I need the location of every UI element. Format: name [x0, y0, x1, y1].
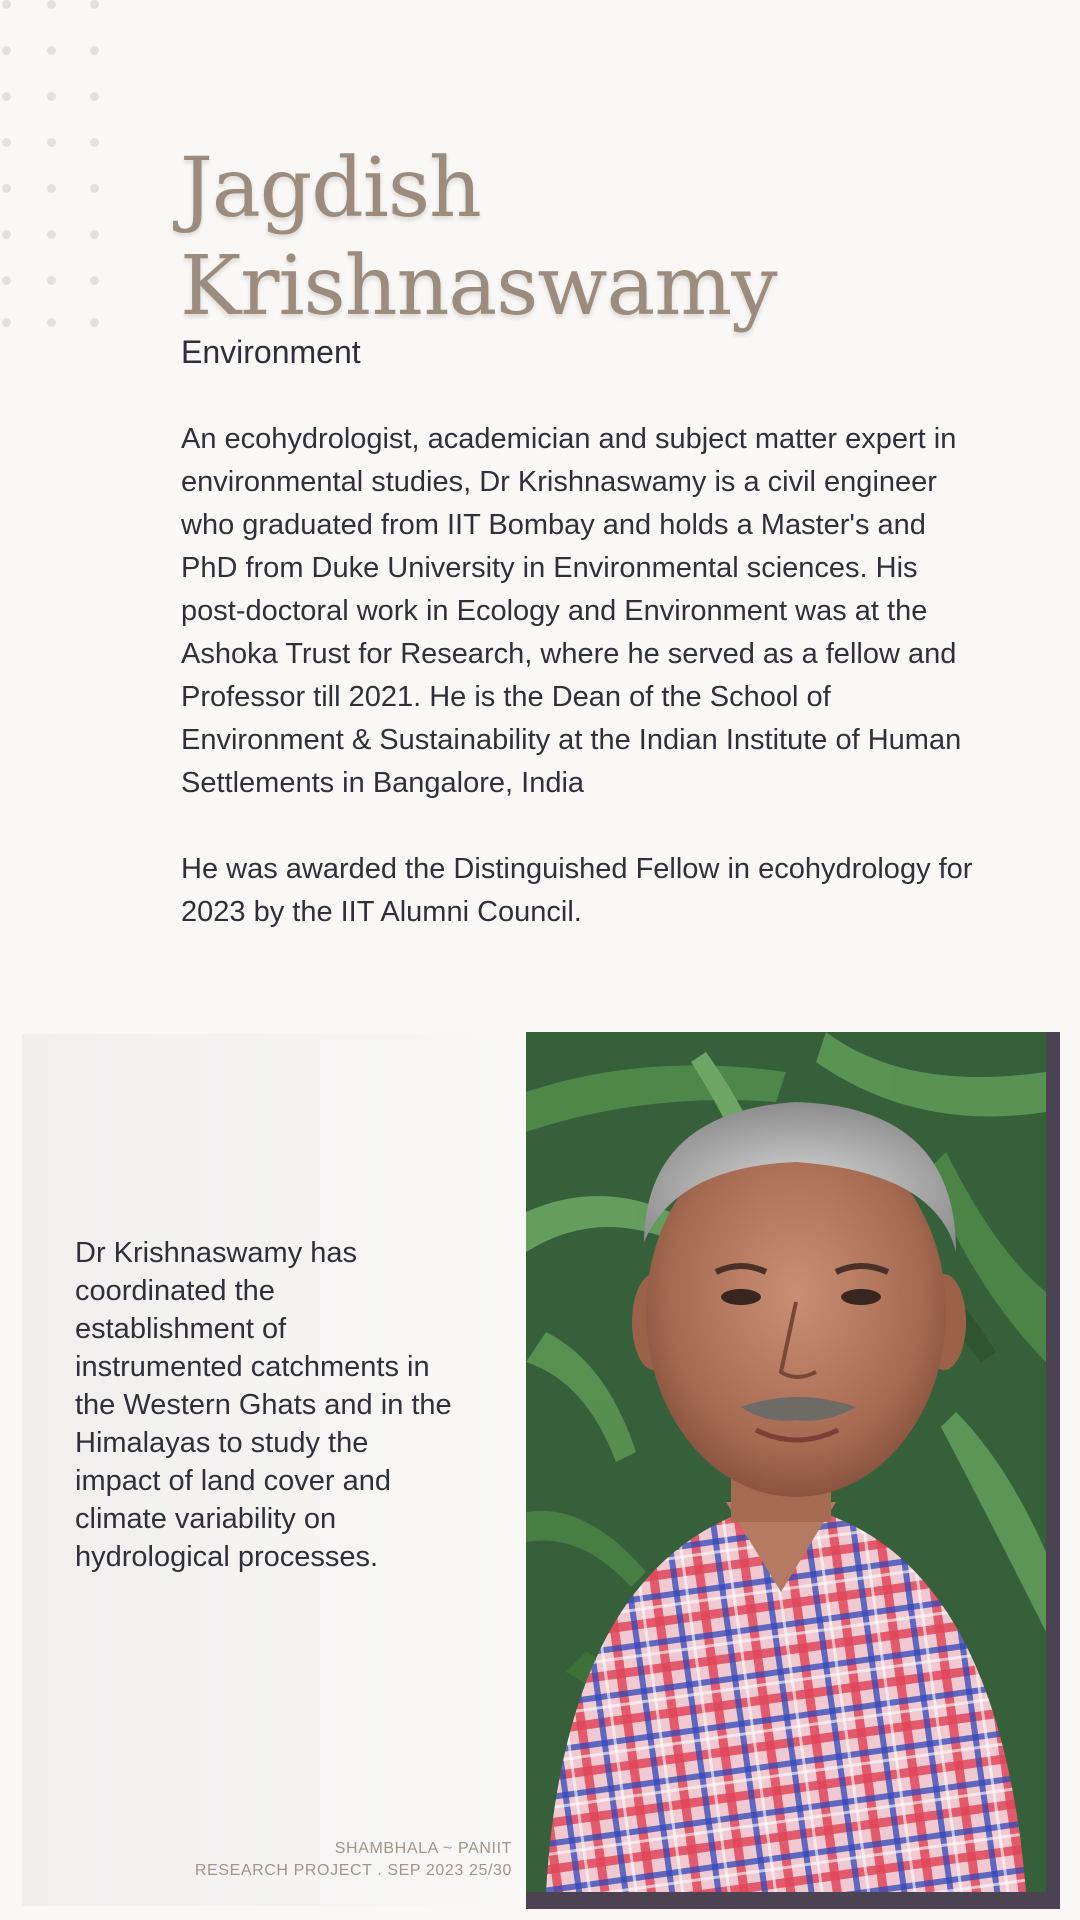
page-footer	[22, 1838, 512, 1882]
bio-paragraph-2: He was awarded the Distinguished Fellow in ecohydrology for 2023 by the IIT Alumni Council.	[181, 853, 973, 928]
biography	[181, 418, 981, 934]
category-label: Environment	[181, 334, 361, 370]
sidebar-panel	[22, 1034, 512, 1906]
footer-line-1: SHAMBHALA ~ PANIIT	[334, 1840, 512, 1857]
decorative-dot-grid	[0, 0, 110, 340]
person-name	[180, 140, 777, 336]
first-name: Jagdish	[180, 141, 481, 236]
footer-line-2: RESEARCH PROJECT . SEP 2023 25/30	[194, 1862, 512, 1879]
portrait-photo	[526, 1032, 1046, 1892]
bio-paragraph-1: An ecohydrologist, academician and subject matter expert in environmental studies, Dr Krishnaswamy is a civil engineer who graduated from IIT Bombay and holds a Master's and PhD from Duke University in Environmental sciences. His post-doctoral work in Ecology and Environment was at the Ashoka Trust for Research, where he served as a fellow and Professor till 2021. He is the Dean of the School of Environment & Sustainability at the Indian Institute of Human Settlements in Bangalore, India	[181, 423, 962, 799]
last-name: Krishnaswamy	[180, 239, 777, 334]
sidebar-text: Dr Krishnaswamy has coordinated the establishment of instrumented catchments in the Western Ghats and in the Himalayas to study the impact of land cover and climate variability on hydrological processes.	[75, 1237, 452, 1573]
